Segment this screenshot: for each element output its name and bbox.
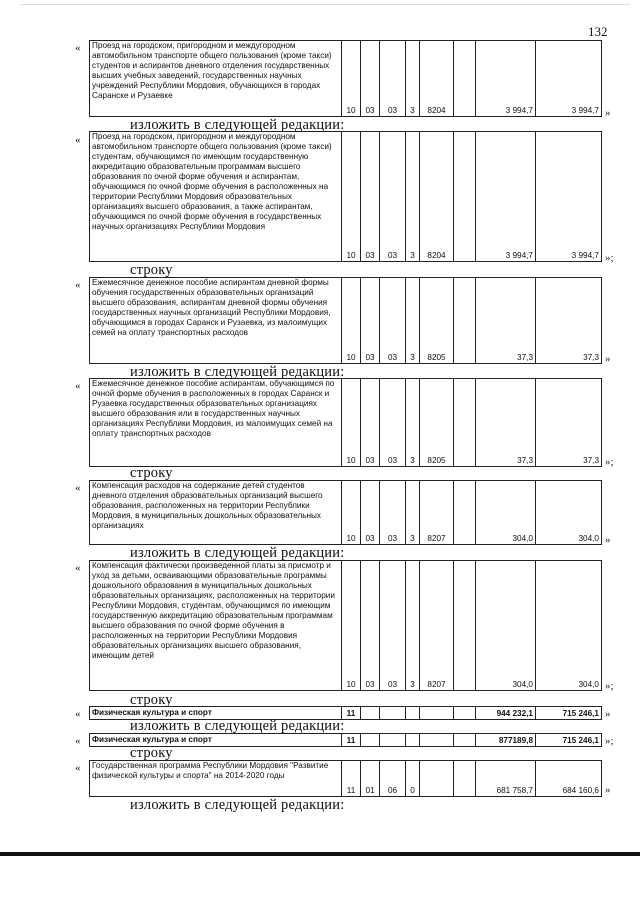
open-quote: « [75, 562, 81, 574]
open-quote: « [75, 134, 81, 146]
section-code: 11 [342, 707, 361, 720]
target-code: 8205 [420, 278, 454, 364]
row-name: Государственная программа Республики Мордовия "Развитие физической культуры и спорта" на 2014-2020 годы [90, 761, 342, 797]
amount-2: 3 994,7 [536, 41, 602, 117]
table-row [89, 40, 602, 117]
program-code [380, 707, 406, 720]
amount-1: 37,3 [476, 278, 536, 364]
subsection-code: 03 [361, 379, 380, 467]
subprogram-code: 3 [406, 379, 420, 467]
replace-heading: изложить в следующей редакции: [130, 718, 345, 734]
close-quote: » [605, 784, 611, 796]
replace-heading: изложить в следующей редакции: [130, 545, 345, 561]
section-code: 11 [342, 734, 361, 747]
table-row [89, 480, 602, 545]
close-quote: » [605, 534, 611, 546]
program-code: 03 [380, 379, 406, 467]
amount-1: 944 232,1 [476, 707, 536, 720]
subprogram-code: 3 [406, 278, 420, 364]
program-code: 03 [380, 278, 406, 364]
subprogram-code: 3 [406, 41, 420, 117]
replace-heading: изложить в следующей редакции: [130, 364, 345, 380]
section-code: 10 [342, 561, 361, 691]
subprogram-code [406, 734, 420, 747]
subprogram-code: 0 [406, 761, 420, 797]
table-row [89, 760, 602, 797]
subsection-code [361, 734, 380, 747]
close-quote: »; [605, 735, 614, 747]
row-name: Компенсация фактически произведенной платы за присмотр и уход за детьми, осваивающими образовательные программы дошкольного образования в муниципальных дошкольных образовательных организациях, расположенных на территории Республики Мордовия, студентам, обучающимся по имеющим государственную аккредитацию образовательным программам высшего образования по очной форме обучения в расположенных на территории Республики Мордовия образовательных организациях высшего образования, имеющим детей [90, 561, 342, 691]
amount-1: 3 994,7 [476, 41, 536, 117]
open-quote: « [75, 762, 81, 774]
target-code: 8205 [420, 379, 454, 467]
close-quote: » [605, 708, 611, 720]
section-code: 10 [342, 481, 361, 545]
top-rule [20, 4, 630, 5]
amount-2: 304,0 [536, 481, 602, 545]
expense-type [454, 278, 476, 364]
target-code [420, 761, 454, 797]
amount-2: 304,0 [536, 561, 602, 691]
open-quote: « [75, 708, 81, 720]
subsection-code: 03 [361, 278, 380, 364]
section-code: 10 [342, 278, 361, 364]
amount-2: 715 246,1 [536, 707, 602, 720]
expense-type [454, 481, 476, 545]
target-code: 8207 [420, 481, 454, 545]
row-heading: строку [130, 262, 173, 278]
close-quote: »; [605, 252, 614, 264]
row-name: Ежемесячное денежное пособие аспирантам, обучающимся по очной форме обучения в расположенных в городах Саранск и Рузаевка государственных образовательных организациях высшего образования или в государственных научных организациях Республики Мордовия, из малоимущих семей на оплату транспортных расходов [90, 379, 342, 467]
open-quote: « [75, 482, 81, 494]
program-code: 06 [380, 761, 406, 797]
target-code [420, 707, 454, 720]
expense-type [454, 707, 476, 720]
close-quote: »; [605, 456, 614, 468]
target-code: 8204 [420, 132, 454, 262]
amount-1: 681 758,7 [476, 761, 536, 797]
subsection-code: 03 [361, 41, 380, 117]
expense-type [454, 132, 476, 262]
row-heading: строку [130, 465, 173, 481]
open-quote: « [75, 735, 81, 747]
amount-1: 3 994,7 [476, 132, 536, 262]
close-quote: »; [605, 680, 614, 692]
subsection-code: 03 [361, 481, 380, 545]
row-name: Ежемесячное денежное пособие аспирантам дневной формы обучения государственных образовательных организаций высшего образования, аспирантам дневной формы обучения государственных научных организаций Республики Мордовия, обучающимся в городах Саранск и Рузаевка, из малоимущих семей на оплату транспортных расходов [90, 278, 342, 364]
row-heading: строку [130, 745, 173, 761]
bottom-rule [0, 852, 640, 856]
open-quote: « [75, 42, 81, 54]
program-code: 03 [380, 132, 406, 262]
table-row [89, 277, 602, 364]
target-code: 8204 [420, 41, 454, 117]
program-code: 03 [380, 41, 406, 117]
open-quote: « [75, 279, 81, 291]
subprogram-code [406, 707, 420, 720]
replace-heading: изложить в следующей редакции: [130, 117, 345, 133]
expense-type [454, 379, 476, 467]
amount-2: 3 994,7 [536, 132, 602, 262]
expense-type [454, 761, 476, 797]
amount-2: 37,3 [536, 278, 602, 364]
expense-type [454, 41, 476, 117]
subsection-code: 01 [361, 761, 380, 797]
table-row [89, 560, 602, 691]
close-quote: » [605, 353, 611, 365]
row-heading: строку [130, 692, 173, 708]
row-name: Компенсация расходов на содержание детей студентов дневного отделения образовательных организаций высшего образования, расположенных на территории Республики Мордовия, в муниципальных дошкольных образовательных организациях [90, 481, 342, 545]
amount-1: 304,0 [476, 561, 536, 691]
program-code: 03 [380, 481, 406, 545]
section-code: 10 [342, 379, 361, 467]
subsection-code: 03 [361, 561, 380, 691]
row-name: Физическая культура и спорт [90, 707, 342, 720]
expense-type [454, 734, 476, 747]
amount-2: 715 246,1 [536, 734, 602, 747]
program-code: 03 [380, 561, 406, 691]
page-number: 132 [588, 24, 608, 39]
open-quote: « [75, 380, 81, 392]
subprogram-code: 3 [406, 481, 420, 545]
row-name: Проезд на городском, пригородном и междугородном автомобильном транспорте общего пользования (кроме такси) студентов и аспирантов дневного отделения государственных высших учебных заведений, государственных научных учреждений Республики Мордовия, обучающихся в городах Саранске и Рузаевке [90, 41, 342, 117]
replace-heading: изложить в следующей редакции: [130, 797, 345, 813]
target-code: 8207 [420, 561, 454, 691]
row-name: Физическая культура и спорт [90, 734, 342, 747]
amount-2: 684 160,6 [536, 761, 602, 797]
subprogram-code: 3 [406, 561, 420, 691]
amount-2: 37,3 [536, 379, 602, 467]
program-code [380, 734, 406, 747]
section-code: 11 [342, 761, 361, 797]
section-code: 10 [342, 41, 361, 117]
table-row [89, 378, 602, 467]
amount-1: 37,3 [476, 379, 536, 467]
subprogram-code: 3 [406, 132, 420, 262]
amount-1: 304,0 [476, 481, 536, 545]
close-quote: » [605, 107, 611, 119]
target-code [420, 734, 454, 747]
subsection-code [361, 707, 380, 720]
row-name: Проезд на городском, пригородном и междугородном автомобильном транспорте общего пользования (кроме такси) студентам, обучающимся по имеющим государственную аккредитацию образовательным программам высшего образования по очной форме обучения и аспирантам, обучающимся по очной форме обучения в расположенных на территории Республики Мордовия образовательных организациях высшего образования, а также аспирантам, обучающимся по очной форме обучения в государственных научных организациях Республики Мордовия [90, 132, 342, 262]
amount-1: 877189,8 [476, 734, 536, 747]
expense-type [454, 561, 476, 691]
section-code: 10 [342, 132, 361, 262]
table-row [89, 131, 602, 262]
subsection-code: 03 [361, 132, 380, 262]
